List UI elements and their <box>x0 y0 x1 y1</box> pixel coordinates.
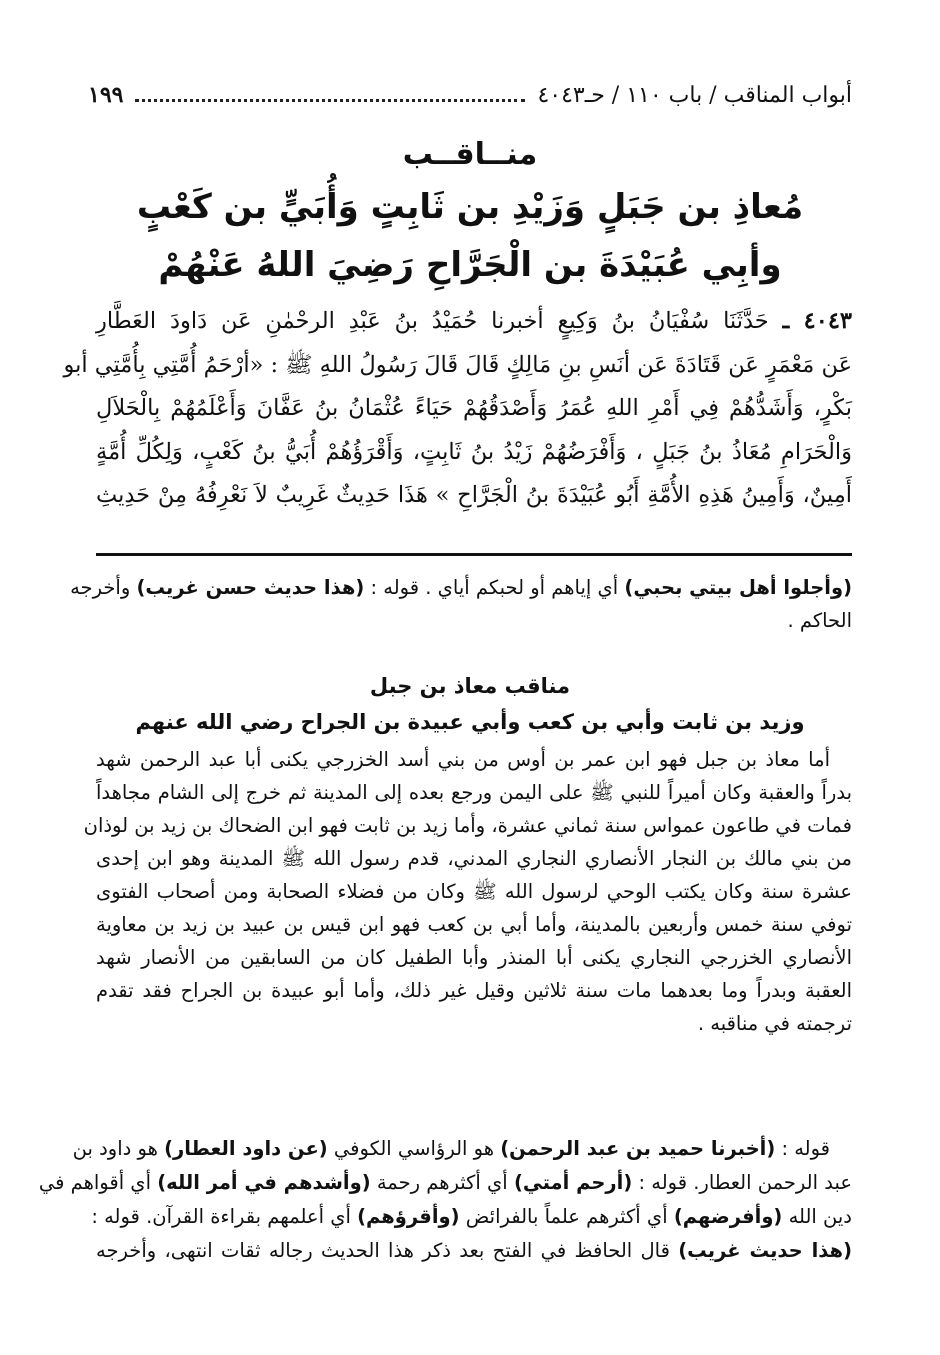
commentary-line: (هذا حديث غريب) قال الحافظ في الفتح بعد ذكر هذا الحديث رجاله ثقات انتهى، وأخرجه <box>96 1239 852 1262</box>
commentary-line: دين الله (وأفرضهم) أي أكثرهم علماً بالفرائض (وأقرؤهم) أي أعلمهم بقراءة القرآن. قوله : <box>91 1205 852 1228</box>
commentary-heading-line-2: وزيد بن ثابت وأبي بن كعب وأبي عبيدة بن الجراح رضي الله عنهم <box>135 710 805 734</box>
chapter-title-line-2: وأبِي عُبَيْدَةَ بن الْجَرَّاحِ رَضِيَ اللهُ عَنْهُمْ <box>158 245 782 285</box>
hadith-line: عَن مَعْمَرٍ عَن قَتَادَةَ عَن أنَسِ بنِ مَالِكٍ قَالَ قَالَ رَسُولُ اللهِ ﷺ : «أرْحَمُ أُمَّتِي بِأُمَّتِي أبو <box>63 351 852 378</box>
chapter-title <box>60 132 880 294</box>
commentary-paragraph-1 <box>83 743 852 1040</box>
footnote-line: الحاكم . <box>787 608 852 632</box>
commentary-line: بدراً والعقبة وكان أميراً للنبي ﷺ على اليمن ورجع بعده إلى المدينة ثم خرج إلى الشام مجاهداً <box>96 781 852 804</box>
footnote-top <box>70 572 852 637</box>
hadith-line: ٤٠٤٣ ـ حَدَّثَنَا سُفْيَانُ بنُ وَكِيعٍ أخبرنا حُمَيْدُ بنُ عَبْدِ الرحْمٰنِ عَن دَاودَ العَطَّارِ <box>96 308 853 334</box>
footnote-line: (وأجلوا أهل بيتي بحبي) أي إياهم أو لحبكم أياي . قوله : (هذا حديث حسن غريب) وأخرجه <box>70 576 852 599</box>
chapter-title-line-0: منــاقــب <box>402 137 538 172</box>
hadith-text <box>63 300 853 518</box>
commentary-line: الأنصاري الخزرجي النجاري يكنى أبا المنذر وأبا الطفيل كان من السابقين من الأنصار شهد <box>96 946 852 969</box>
commentary-heading-line-1: مناقب معاذ بن جبل <box>369 674 571 698</box>
commentary-line: عبد الرحمن العطار. قوله : (أرحم أمتي) أي أكثرهم رحمة (وأشدهم في أمر الله) أي أقواهم في <box>38 1171 852 1194</box>
section-divider <box>96 553 852 556</box>
hadith-number: ٤٠٤٣ ـ <box>782 308 853 334</box>
commentary-line: من بني مالك بن النجار الأنصاري النجاري المدني، قدم رسول الله ﷺ المدينة وهو ابن إحدى <box>96 847 852 870</box>
hadith-line: بَكْرٍ، وَأَشَدُّهُمْ فِي أَمْرِ اللهِ عُمَرُ وَأَصْدَقُهُمْ حَيَاءً عُثْمَانُ بنُ عَفَّانَ وَأَعْلَمُهُمْ بِالْحَلاَلِ <box>96 395 852 421</box>
header-title: أبواب المناقب / باب ١١٠ / حـ٤٠٤٣ <box>537 82 852 108</box>
commentary-line: توفي سنة خمس وأربعين بالمدينة، وأما أبي بن كعب فهو ابن قيس بن عبيد بن زيد بن معاوية <box>96 913 852 936</box>
page-number: ١٩٩ <box>88 82 124 108</box>
header-dot-leader <box>135 89 525 102</box>
hadith-line: أَمِينٌ، وَأَمِينُ هَذِهِ الأُمَّةِ أَبُو عُبَيْدَةَ بنُ الْجَرَّاحِ » هَذَا حَدِيثٌ غَرِيبٌ لاَ نَعْرِفُهُ مِنْ حَدِيثِ <box>96 482 852 508</box>
commentary-line: ترجمته في مناقبه . <box>697 1012 852 1035</box>
commentary-line: فمات في طاعون عمواس سنة ثماني عشرة، وأما زيد بن ثابت فهو ابن الضحاك بن زيد بن لوذان <box>83 814 852 837</box>
chapter-title-line-1: مُعاذِ بن جَبَلٍ وَزَيْدِ بن ثَابِتٍ وَأُبَيٍّ بن كَعْبٍ <box>136 187 804 227</box>
commentary-line: عشرة سنة وكان يكتب الوحي لرسول الله ﷺ وكان من فضلاء الصحابة ومن أصحاب الفتوى <box>96 880 852 903</box>
running-header <box>88 78 852 112</box>
commentary-line: قوله : (أخبرنا حميد بن عبد الرحمن) هو الرؤاسي الكوفي (عن داود العطار) هو داود بن <box>72 1137 830 1160</box>
commentary-paragraph-2 <box>38 1132 852 1268</box>
commentary-line: أما معاذ بن جبل فهو ابن عمر بن أوس من بني أسد الخزرجي يكنى أبا عبد الرحمن شهد <box>96 748 830 771</box>
hadith-line: وَالْحَرَامِ مُعَاذُ بنُ جَبَلٍ ، وَأَفْرَضُهُمْ زَيْدُ بنُ ثَابِتٍ، وَأَقْرَؤُهُمْ أُبَيُّ بنُ كَعْبٍ، وَلِكُلِّ أُمَّةٍ <box>96 438 852 465</box>
commentary-line: العقبة وبدراً وما بعدهما مات سنة ثلاثين وقيل غير ذلك، وأما أبو عبيدة بن الجراح فقد تقدم <box>96 979 852 1002</box>
commentary-heading <box>60 668 880 740</box>
